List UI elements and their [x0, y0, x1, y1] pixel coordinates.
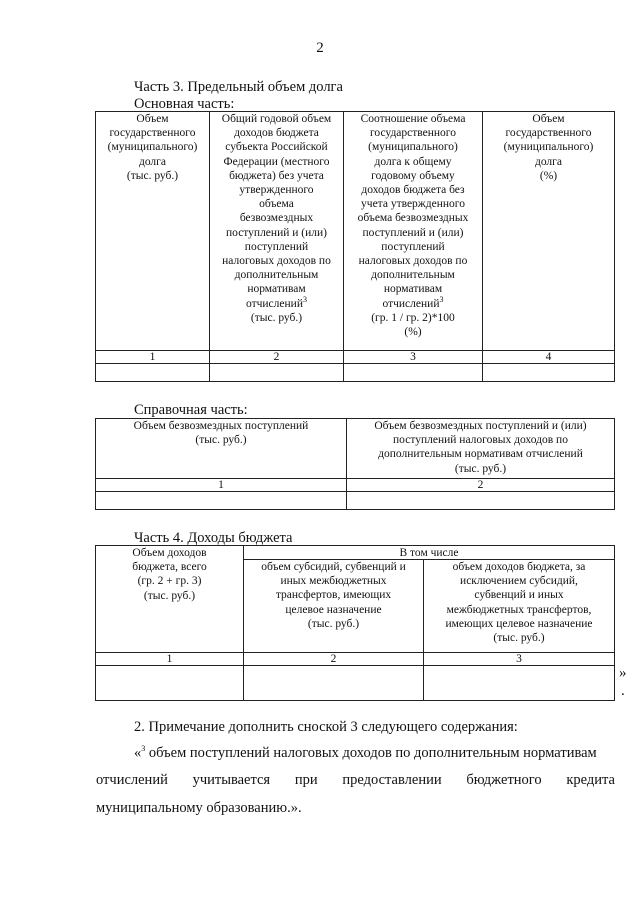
gratuitous-receipts-header: Объем безвозмездных поступлений (тыс. руб.): [96, 419, 347, 479]
column-number: 1: [96, 351, 210, 364]
empty-cell: [483, 364, 615, 382]
subsidies-header: объем субсидий, субвенций и иных межбюджетных трансфертов, имеющих целевое назначение (тыс. руб.): [244, 560, 424, 653]
empty-cell: [244, 666, 424, 701]
word: бюджетного: [466, 772, 542, 788]
part3-title: Часть 3. Предельный объем долга: [134, 79, 343, 95]
column-number: 1: [96, 653, 244, 666]
column-number: 3: [424, 653, 615, 666]
additional-norms-header: Объем безвозмездных поступлений и (или) поступлений налоговых доходов по дополнительным нормативам отчислений (тыс. руб.): [347, 419, 615, 479]
column-number: 3: [344, 351, 483, 364]
word: предоставлении: [342, 772, 442, 788]
empty-cell: [96, 666, 244, 701]
word: кредита: [566, 772, 615, 788]
table-row: [96, 364, 615, 382]
empty-cell: [424, 666, 615, 701]
column-number: 2: [347, 479, 615, 492]
column-number: 2: [244, 653, 424, 666]
column-number-row: [96, 351, 615, 364]
part4-title: Часть 4. Доходы бюджета: [134, 530, 293, 546]
budget-income-header-row: [96, 546, 615, 560]
debt-percent-header: Объем государственного (муниципального) долга (%): [483, 112, 615, 351]
debt-limit-header-row: [96, 112, 615, 351]
part3-subtitle: Основная часть:: [134, 96, 235, 112]
empty-cell: [96, 492, 347, 510]
closing-dot: .: [621, 683, 625, 699]
word: отчислений: [96, 772, 168, 788]
debt-limit-table: [95, 111, 615, 382]
reference-table: [95, 418, 615, 510]
debt-volume-header: Объем государственного (муниципального) долга (тыс. руб.): [96, 112, 210, 351]
word: учитывается: [192, 772, 271, 788]
total-income-header: Объем доходов бюджета, всего (гр. 2 + гр. 3) (тыс. руб.): [96, 546, 244, 653]
empty-cell: [344, 364, 483, 382]
debt-ratio-header: Соотношение объема государственного (муниципального) долга к общему годовому объему доходов бюджета без учета утвержденного объема безвозмездных поступлений и (или) поступлений налоговых доходов по дополнительным нормативам отчислений$^3$ (гр. 1 / гр. 2)*100 (%): [344, 112, 483, 351]
footnote-line-3: муниципальному образованию.».: [96, 800, 302, 816]
column-number: 4: [483, 351, 615, 364]
column-number: 2: [210, 351, 344, 364]
footnote-line-1: «$^3$ объем поступлений налоговых доходов по дополнительным нормативам: [134, 744, 597, 761]
page-number: 2: [316, 40, 324, 56]
word: при: [294, 772, 318, 788]
empty-cell: [347, 492, 615, 510]
note-item: 2. Примечание дополнить сноской 3 следующего содержания:: [134, 719, 518, 735]
closing-quote: »: [619, 665, 627, 681]
column-number: 1: [96, 479, 347, 492]
budget-income-table: [95, 545, 615, 701]
table-row: [96, 666, 615, 701]
other-income-header: объем доходов бюджета, за исключением субсидий, субвенций и иных межбюджетных трансфертов, имеющих целевое назначение (тыс. руб.): [424, 560, 615, 653]
reference-title: Справочная часть:: [134, 402, 248, 418]
column-number-row: [96, 653, 615, 666]
annual-income-header: Общий годовой объем доходов бюджета субъекта Российской Федерации (местного бюджета) без учета утвержденного объема безвозмездных поступлений и (или) поступлений налоговых доходов по дополнительным нормативам отчислений$^3$ (тыс. руб.): [210, 112, 344, 351]
including-header: В том числе: [244, 546, 615, 560]
footnote-line-2: [96, 772, 615, 789]
column-number-row: [96, 479, 615, 492]
reference-header-row: [96, 419, 615, 479]
table-row: [96, 492, 615, 510]
empty-cell: [96, 364, 210, 382]
empty-cell: [210, 364, 344, 382]
